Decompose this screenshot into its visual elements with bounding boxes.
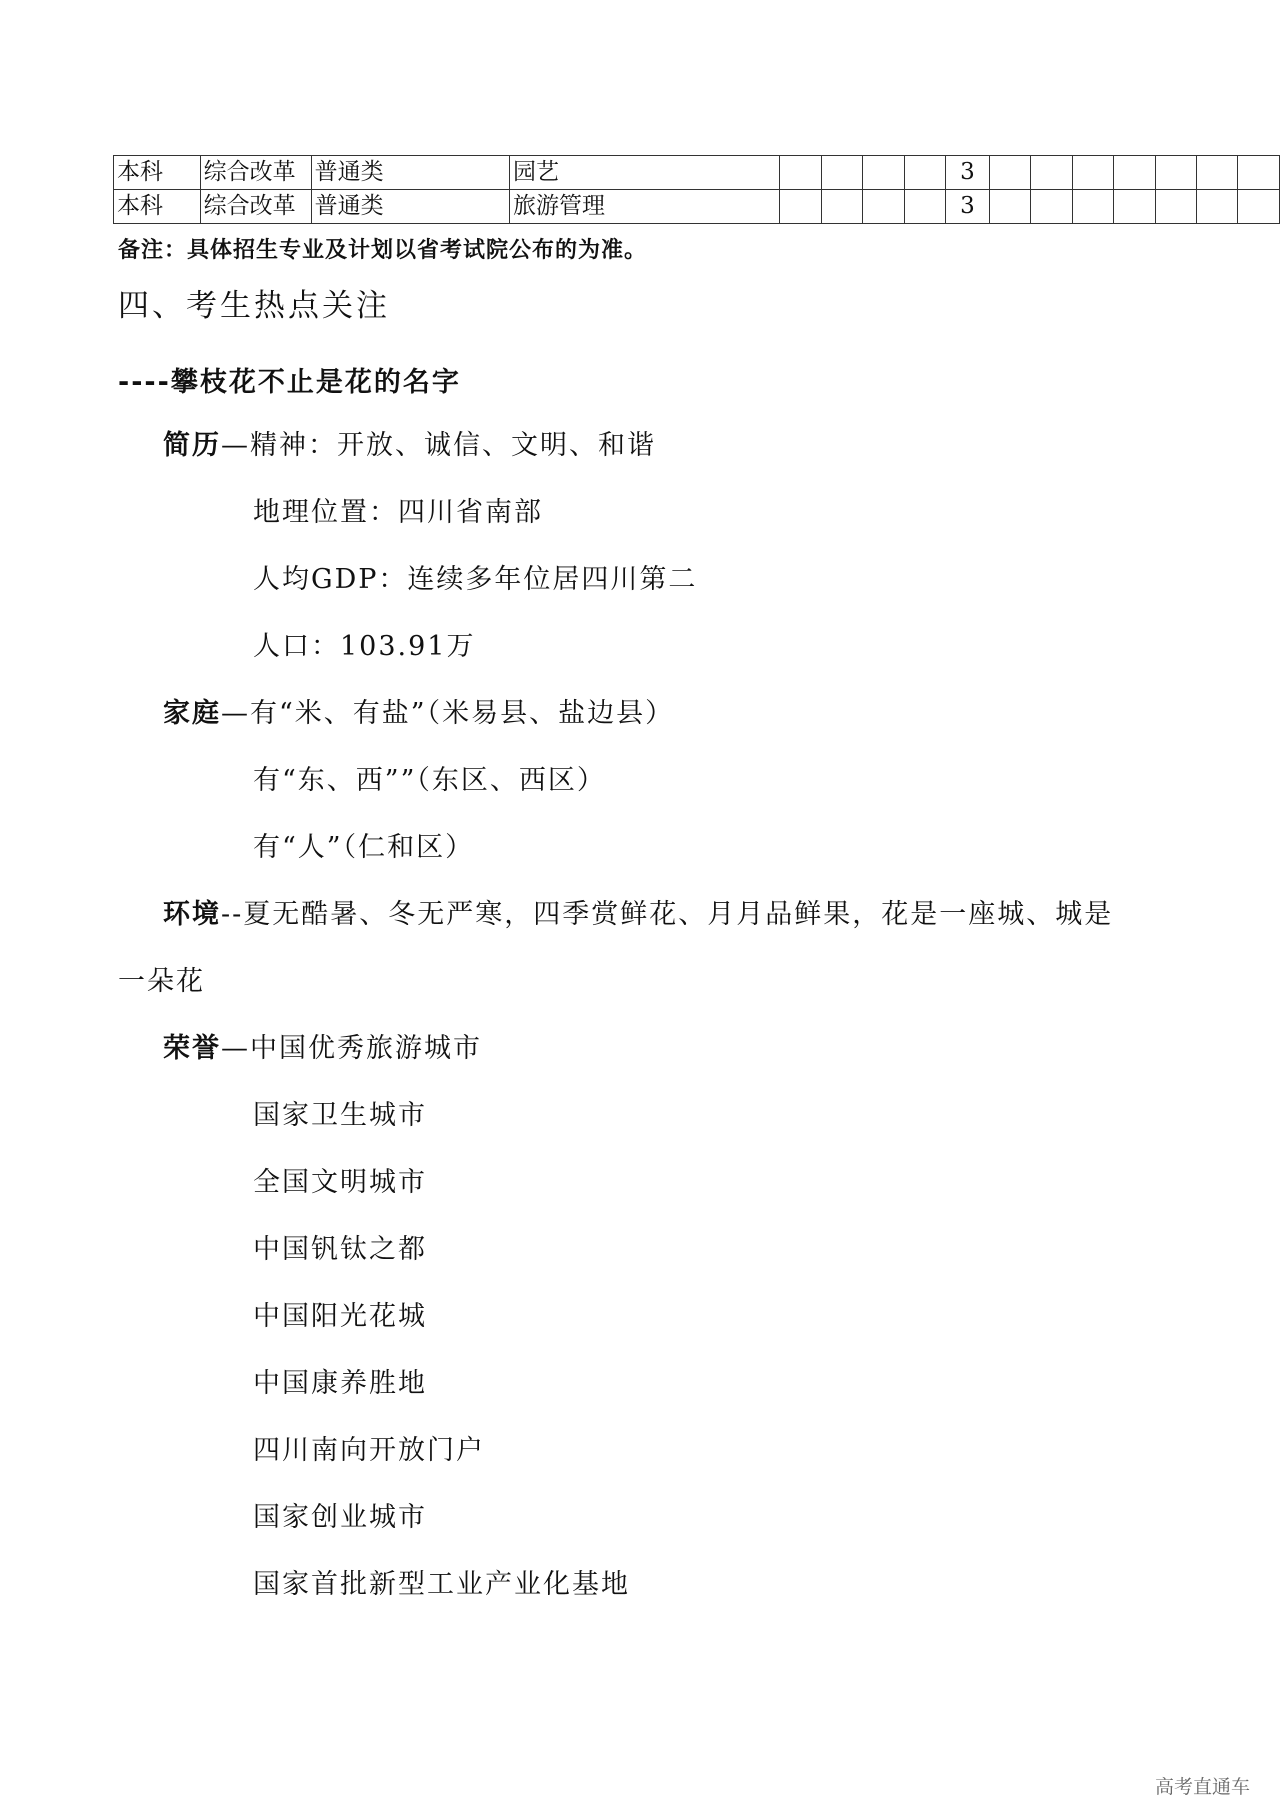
table-cell	[1196, 156, 1237, 190]
table-cell	[1155, 190, 1196, 224]
table-cell	[863, 156, 904, 190]
table-cell	[1072, 190, 1113, 224]
table-cell: 普通类	[311, 156, 509, 190]
family-line	[163, 696, 674, 732]
table-cell: 旅游管理	[509, 190, 779, 224]
table-cell: 3	[946, 190, 989, 224]
family-text: —有“米、有盐”（米易县、盐边县）	[221, 698, 675, 729]
table-cell	[1114, 156, 1155, 190]
table-cell	[1238, 190, 1280, 224]
honors-line	[163, 1031, 482, 1067]
table-cell	[1238, 156, 1280, 190]
table-cell	[1072, 156, 1113, 190]
table-cell	[904, 190, 945, 224]
table-cell: 普通类	[311, 190, 509, 224]
table-cell	[1031, 190, 1072, 224]
honor-item: 国家创业城市	[253, 1502, 427, 1533]
environment-line	[163, 897, 1113, 933]
table-note: 备注：具体招生专业及计划以省考试院公布的为准。	[118, 238, 648, 263]
honor-item: 国家首批新型工业产业化基地	[253, 1569, 630, 1600]
table-cell: 本科	[114, 156, 201, 190]
table-row	[114, 190, 1280, 224]
honor-item: 四川南向开放门户	[253, 1435, 485, 1466]
honor-item: 中国康养胜地	[253, 1368, 427, 1399]
section-subtitle: ----攀枝花不止是花的名字	[118, 367, 461, 398]
table-cell	[1196, 190, 1237, 224]
table-cell	[821, 190, 862, 224]
table-cell	[989, 156, 1030, 190]
family-line-3: 有“人”（仁和区）	[253, 832, 475, 863]
table-cell	[989, 190, 1030, 224]
table-cell	[1031, 156, 1072, 190]
watermark: 高考直通车	[1154, 1776, 1250, 1798]
honors-label: 荣誉	[163, 1033, 221, 1064]
geo-location-line: 地理位置：四川省南部	[253, 497, 543, 528]
population-line: 人口：103.91万	[253, 631, 476, 662]
honor-item: 国家卫生城市	[253, 1100, 427, 1131]
table-cell: 综合改革	[200, 190, 311, 224]
table-body	[114, 156, 1280, 224]
honors-first: —中国优秀旅游城市	[221, 1033, 482, 1064]
table-cell	[1114, 190, 1155, 224]
table-cell: 本科	[114, 190, 201, 224]
environment-label: 环境	[163, 899, 221, 930]
family-label: 家庭	[163, 698, 221, 729]
honor-item: 中国钒钛之都	[253, 1234, 427, 1265]
table-cell	[904, 156, 945, 190]
table-cell	[1155, 156, 1196, 190]
table-cell	[863, 190, 904, 224]
resume-text: —精神：开放、诚信、文明、和谐	[221, 430, 656, 461]
environment-line-wrap: 一朵花	[118, 966, 205, 997]
section-heading: 四、考生热点关注	[118, 288, 390, 324]
table-cell: 综合改革	[200, 156, 311, 190]
family-line-2: 有“东、西””（东区、西区）	[253, 765, 606, 796]
table-cell: 3	[946, 156, 989, 190]
honor-item: 中国阳光花城	[253, 1301, 427, 1332]
enrollment-plan-table	[113, 155, 1280, 224]
resume-line	[163, 428, 656, 464]
table-row	[114, 156, 1280, 190]
environment-text: --夏无酷暑、冬无严寒，四季赏鲜花、月月品鲜果，花是一座城、城是	[221, 899, 1114, 930]
table-cell	[780, 190, 821, 224]
table-cell	[780, 156, 821, 190]
honor-item: 全国文明城市	[253, 1167, 427, 1198]
gdp-line: 人均GDP：连续多年位居四川第二	[253, 564, 698, 595]
table-cell	[821, 156, 862, 190]
table-cell: 园艺	[509, 156, 779, 190]
resume-label: 简历	[163, 430, 221, 461]
